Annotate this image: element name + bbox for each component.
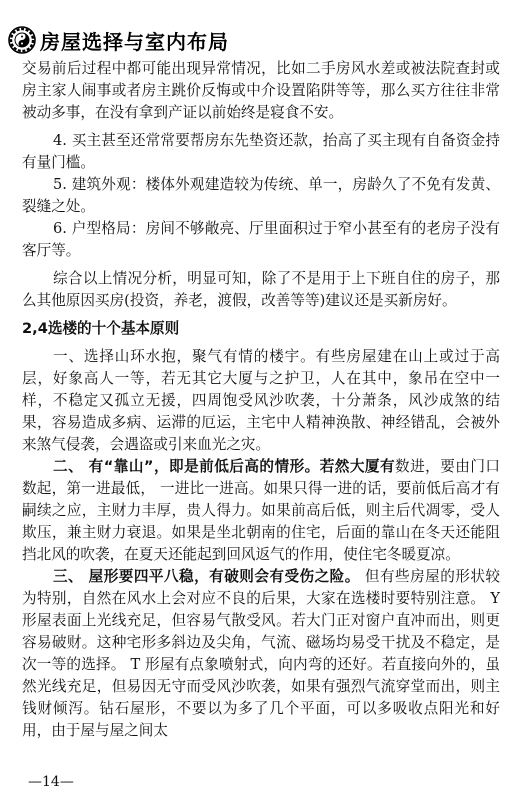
principle-3-lead: 三、 屋形要四平八稳，有破则会有受伤之险。 xyxy=(53,568,360,585)
body-text xyxy=(22,58,500,742)
paragraph-item-4: 4. 买主甚至还常常要帮房东先垫资还款，抬高了买主现有自备资金持有量门槛。 xyxy=(22,132,500,171)
page-number: —14— xyxy=(28,774,74,790)
paragraph-item-5: 5. 建筑外观：楼体外观建造较为传统、单一，房龄久了不免有发黄、裂缝之处。 xyxy=(22,176,500,215)
principle-2-body: 数进，要由门口数起，第一进最低， 一进比一进高。如果只得一进的话，要前低后高才有嗣续之应，主财力丰厚，贵人得力。如果前高后低，则主后代凋零，受人欺压，兼主财力衰退。如果是坐北朝南的住宅，后面的靠山在冬天还能阻挡北风的吹袭，在夏天还能起到回风返气的作用，使住宅冬暖夏凉。 xyxy=(22,458,500,563)
paragraph-transaction-risks: 交易前后过程中都可能出现异常情况，比如二手房风水差或被法院查封或房主家人闹事或者房主跳价反悔或中介设置陷阱等等，那么买方往往非常被动多事，在没有拿到产证以前始终是寝食不安。 xyxy=(22,60,500,121)
section-heading: 2,4选楼的十个基本原则 xyxy=(22,320,180,337)
principle-1: 一、选择山环水抱，聚气有情的楼宇。有些房屋建在山上或过于高层，好象高人一等，若无其它大厦与之护卫，人在其中，象吊在空中一样，不稳定又孤立无援，四周饱受风沙吹袭，十分萧条，风沙成煞的结果，容易造成多病、运滞的厄运，主宅中人精神涣散、神经错乱，会被外来煞气侵袭，会遇盗或引来血光之灾。 xyxy=(22,348,500,453)
principle-3 xyxy=(22,566,500,742)
paragraph-item-6: 6. 户型格局：房间不够敞亮、厅里面积过于窄小甚至有的老房子没有客厅等。 xyxy=(22,220,500,259)
paragraph-summary: 综合以上情况分析，明显可知，除了不是用于上下班自住的房子，那么其他原因买房(投资，养老，渡假，改善等等)建议还是买新房好。 xyxy=(22,270,500,309)
principle-2 xyxy=(22,456,500,566)
taiji-bagua-icon xyxy=(8,26,36,54)
chapter-title: 房屋选择与室内布局 xyxy=(40,29,229,54)
chapter-header xyxy=(8,22,229,58)
principle-3-body: 但有些房屋的形状较为特别，自然在风水上会对应不良的后果，大家在选楼时要特别注意。 Y 形屋表面上光线充足，但容易气散受风。若大门正对窗户直冲而出，则更容易破财。这种宅形多斜边及尖角，气流、磁场均易受干扰及不稳定，是次一等的选择。 T 形屋有点象喷射式，向内弯的还好。若直接向外的，虽然光线充足，但易因无守而受风沙吹袭，如果有强烈气流穿堂而出，则主钱财倾泻。钻石屋形，不要以为多了几个平面，可以多吸收点阳光和好用，由于屋与屋之间太 xyxy=(22,568,500,739)
principle-2-lead: 二、 有“靠山”，即是前低后高的情形。若然大厦有 xyxy=(53,458,396,475)
